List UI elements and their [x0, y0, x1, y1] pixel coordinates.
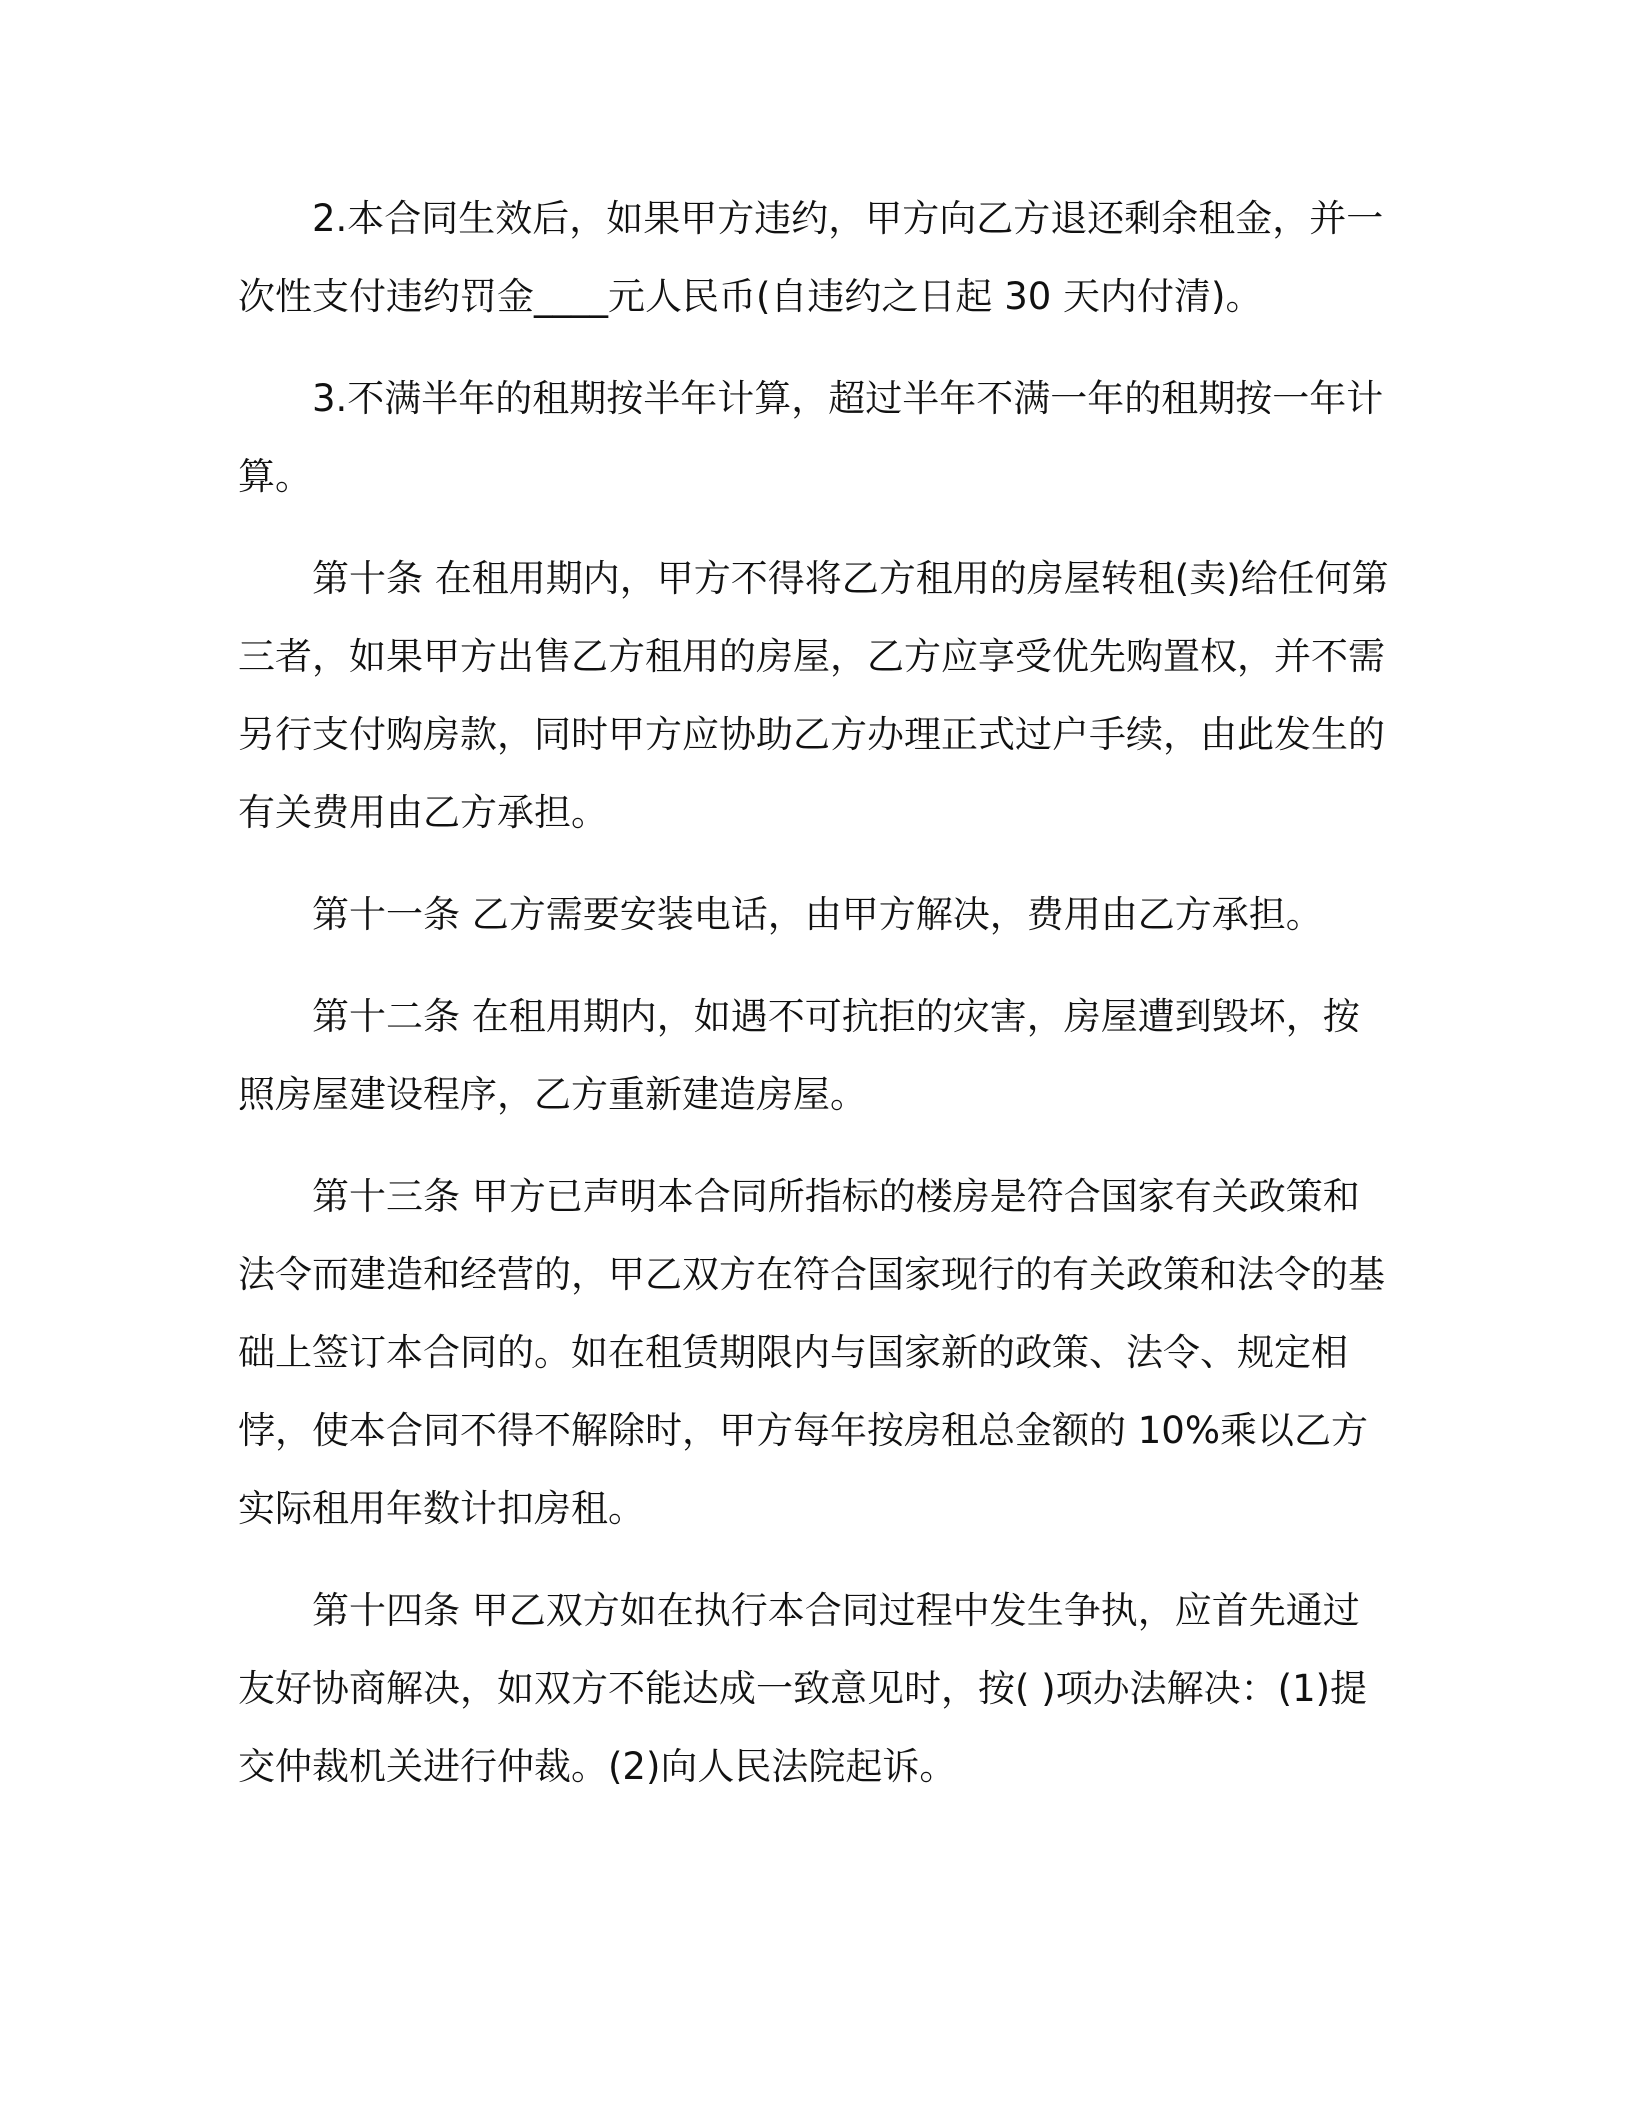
clause-paragraph-3: 3.不满半年的租期按半年计算，超过半年不满一年的租期按一年计算。 — [238, 377, 1384, 498]
article-12-paragraph: 第十二条 在租用期内，如遇不可抗拒的灾害，房屋遭到毁坏，按照房屋建设程序，乙方重新建造房屋。 — [238, 995, 1360, 1116]
clause-paragraph-2: 2.本合同生效后，如果甲方违约，甲方向乙方退还剩余租金，并一次性支付违约罚金____元人民币(自违约之日起 30 天内付清)。 — [238, 197, 1384, 318]
article-10-paragraph: 第十条 在租用期内，甲方不得将乙方租用的房屋转租(卖)给任何第三者，如果甲方出售乙方租用的房屋，乙方应享受优先购置权，并不需另行支付购房款，同时甲方应协助乙方办理正式过户手续，由此发生的有关费用由乙方承担。 — [238, 557, 1389, 834]
article-14-paragraph: 第十四条 甲乙双方如在执行本合同过程中发生争执，应首先通过友好协商解决，如双方不能达成一致意见时，按( )项办法解决：(1)提交仲裁机关进行仲裁。(2)向人民法院起诉。 — [238, 1589, 1368, 1788]
article-11-paragraph: 第十一条 乙方需要安装电话，由甲方解决，费用由乙方承担。 — [312, 893, 1323, 936]
article-13-paragraph: 第十三条 甲方已声明本合同所指标的楼房是符合国家有关政策和法令而建造和经营的，甲乙双方在符合国家现行的有关政策和法令的基础上签订本合同的。如在租赁期限内与国家新的政策、法令、规定相悖，使本合同不得不解除时，甲方每年按房租总金额的 10%乘以乙方实际租用年数计扣房租。 — [238, 1175, 1385, 1530]
document-body — [238, 180, 1394, 1830]
